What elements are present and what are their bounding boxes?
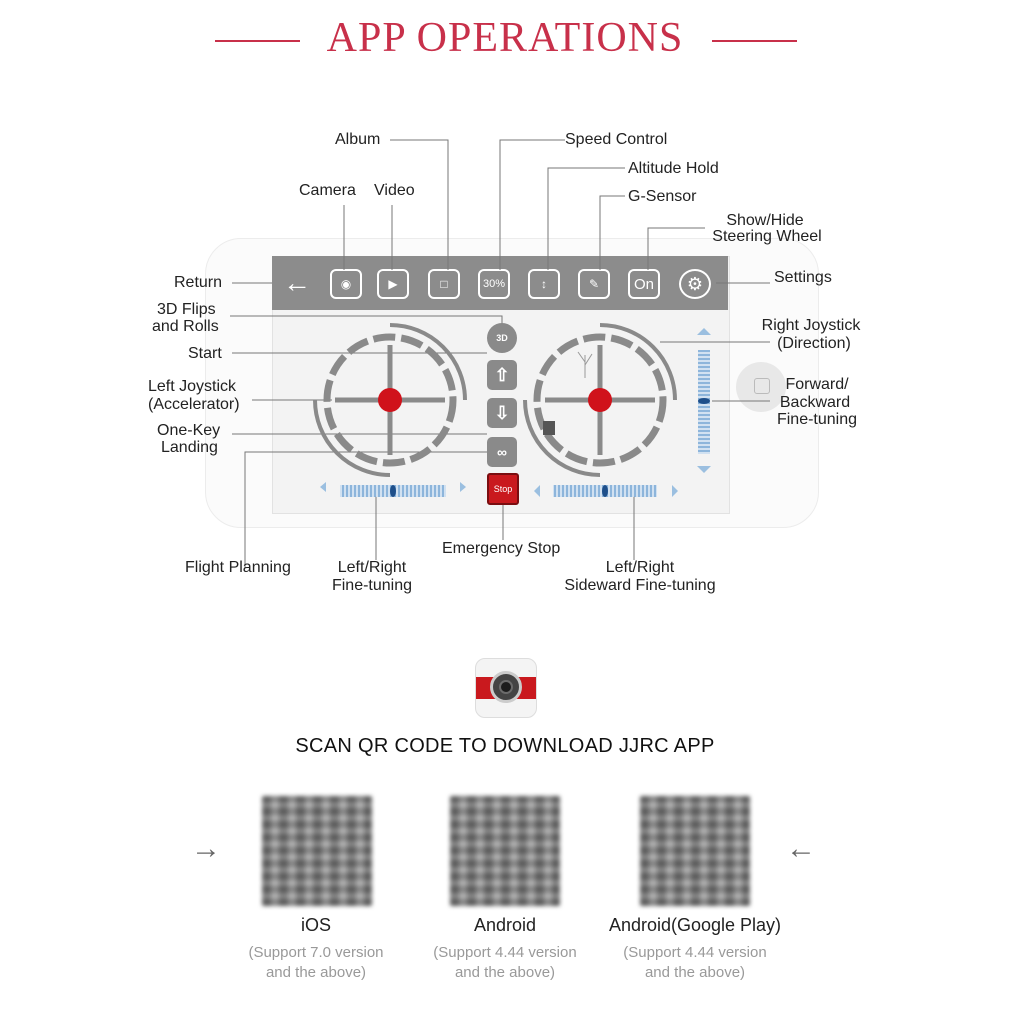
support-ios-line2: and the above) — [265, 964, 367, 981]
right-arrow-icon: → — [191, 832, 221, 865]
platform-ios: iOS — [300, 915, 331, 935]
label-speed-control: Speed Control — [565, 131, 668, 148]
scan-heading: SCAN QR CODE TO DOWNLOAD JJRC APP — [295, 735, 715, 757]
label-altitude-hold: Altitude Hold — [628, 160, 719, 177]
support-ios-line1: (Support 7.0 version — [248, 944, 384, 961]
support-ios — [216, 943, 416, 983]
return-arrow-icon[interactable]: ← — [283, 267, 311, 298]
label-forward-1: Forward/ — [785, 376, 849, 393]
label-show-hide-1: Show/Hide — [726, 212, 804, 229]
label-lr-fine-1: Left/Right — [337, 559, 407, 576]
label-sideward-1: Left/Right — [605, 559, 675, 576]
landing-down-arrow-button[interactable]: ⇩ — [487, 398, 517, 428]
steering-toggle-button[interactable]: On — [628, 269, 660, 299]
label-show-hide-2: Steering Wheel — [712, 228, 822, 245]
label-sideward-2: Sideward Fine-tuning — [564, 577, 716, 594]
label-return: Return — [174, 274, 223, 291]
support-android-line2: and the above) — [454, 964, 556, 981]
start-up-arrow-button[interactable]: ⇧ — [487, 360, 517, 390]
qr-code-android[interactable] — [450, 796, 560, 906]
support-google-play — [595, 943, 795, 983]
speed-control-button[interactable]: 30% — [478, 269, 510, 299]
forward-backward-trim-slider[interactable] — [697, 328, 711, 473]
label-left-joystick-1: Left Joystick — [148, 378, 237, 395]
page-title: APP OPERATIONS — [326, 15, 684, 61]
platform-android: Android — [473, 915, 537, 935]
altitude-hold-icon[interactable]: ↕ — [528, 269, 560, 299]
album-folder-icon[interactable]: □ — [428, 269, 460, 299]
qr-code-google-play[interactable] — [640, 796, 750, 906]
label-onekey-2: Landing — [161, 439, 218, 456]
label-forward-3: Fine-tuning — [776, 411, 858, 428]
background-figure — [543, 421, 555, 435]
label-emergency-stop: Emergency Stop — [442, 540, 561, 557]
camera-icon[interactable]: ◉ — [330, 269, 362, 299]
support-android — [405, 943, 605, 983]
label-left-joystick-2: (Accelerator) — [148, 396, 240, 413]
label-flight-planning: Flight Planning — [185, 559, 291, 576]
label-camera: Camera — [299, 182, 356, 199]
label-flips-2: and Rolls — [152, 318, 219, 335]
jjrc-app-icon — [475, 658, 537, 718]
settings-gear-icon[interactable]: ⚙ — [679, 269, 711, 299]
sideward-trim-slider[interactable] — [534, 485, 678, 497]
support-google-play-line2: and the above) — [644, 964, 746, 981]
video-icon[interactable]: ▶ — [377, 269, 409, 299]
emergency-stop-button[interactable]: Stop — [487, 473, 519, 505]
label-lr-fine-2: Fine-tuning — [331, 577, 413, 594]
label-right-joystick-2: (Direction) — [777, 335, 851, 352]
left-arrow-icon: ← — [786, 832, 816, 865]
label-flips-1: 3D Flips — [157, 301, 216, 318]
label-g-sensor: G-Sensor — [628, 188, 697, 205]
camera-lens-inner — [499, 680, 513, 694]
label-start: Start — [188, 345, 222, 362]
label-video: Video — [374, 182, 415, 199]
label-forward-2: Backward — [779, 394, 851, 411]
flip-roll-button[interactable]: 3D — [487, 323, 517, 353]
left-right-trim-slider[interactable] — [320, 482, 466, 497]
right-joystick[interactable] — [525, 325, 675, 475]
label-onekey-1: One-Key — [157, 422, 221, 439]
support-android-line1: (Support 4.44 version — [433, 944, 577, 961]
label-settings: Settings — [774, 269, 832, 286]
flight-planning-button[interactable]: ∞ — [487, 437, 517, 467]
platform-google-play: Android(Google Play) — [608, 915, 782, 935]
label-right-joystick-1: Right Joystick — [761, 317, 861, 334]
qr-code-ios[interactable] — [262, 796, 372, 906]
g-sensor-icon[interactable]: ✎ — [578, 269, 610, 299]
support-google-play-line1: (Support 4.44 version — [623, 944, 767, 961]
background-tree-icon — [578, 352, 592, 378]
label-album: Album — [335, 131, 381, 148]
